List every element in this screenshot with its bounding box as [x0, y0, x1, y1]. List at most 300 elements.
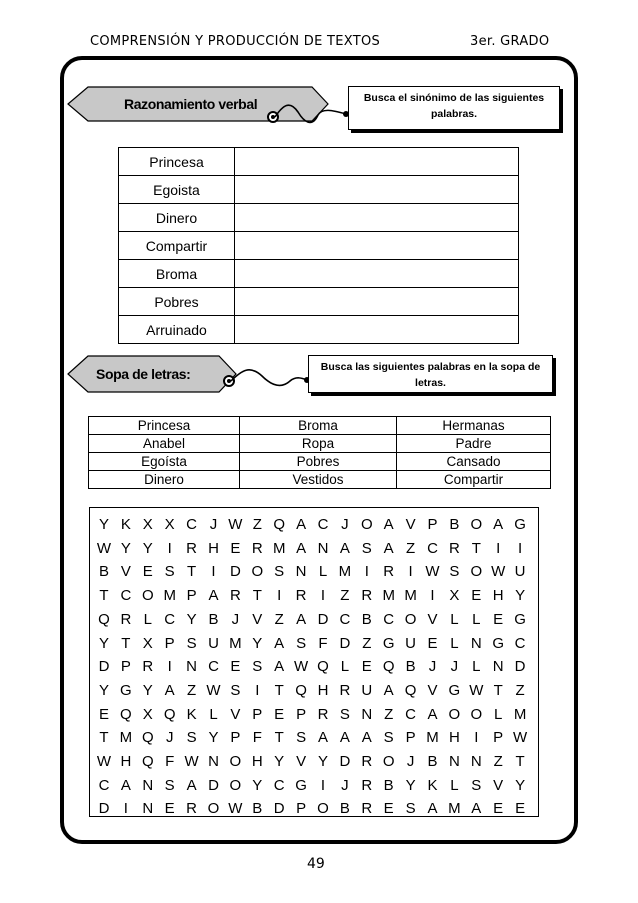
- synonym-word: Pobres: [119, 288, 235, 316]
- grid-letter[interactable]: U: [514, 563, 526, 581]
- header-grade: 3er. GRADO: [470, 34, 550, 49]
- grid-letter[interactable]: E: [98, 705, 109, 723]
- grid-letter[interactable]: J: [406, 753, 415, 770]
- grid-letter[interactable]: T: [187, 563, 197, 581]
- grid-letter[interactable]: D: [339, 753, 351, 770]
- grid-letter[interactable]: X: [142, 634, 153, 652]
- grid-letter[interactable]: L: [472, 658, 481, 676]
- grid-letter[interactable]: Y: [142, 681, 153, 699]
- grid-letter[interactable]: O: [229, 776, 242, 794]
- grid-letter[interactable]: D: [514, 658, 526, 676]
- grid-letter[interactable]: U: [405, 634, 417, 652]
- grid-letter[interactable]: L: [318, 563, 328, 581]
- grid-letter[interactable]: I: [408, 563, 413, 581]
- grid-letter[interactable]: G: [492, 634, 505, 652]
- grid-letter[interactable]: I: [277, 587, 282, 605]
- synonym-answer-blank[interactable]: [235, 176, 519, 204]
- grid-letter[interactable]: B: [449, 516, 460, 533]
- grid-letter[interactable]: Q: [404, 681, 417, 699]
- grid-letter[interactable]: H: [251, 753, 263, 770]
- grid-letter[interactable]: J: [428, 658, 437, 676]
- grid-letter[interactable]: W: [228, 516, 243, 533]
- synonym-word: Compartir: [119, 232, 235, 260]
- grid-letter[interactable]: O: [207, 800, 220, 818]
- grid-letter[interactable]: W: [294, 658, 309, 676]
- grid-letter[interactable]: D: [317, 610, 329, 628]
- grid-letter[interactable]: S: [296, 729, 307, 747]
- grid-letter[interactable]: Q: [295, 681, 307, 699]
- word-list-item: Vestidos: [240, 471, 397, 489]
- word-list-item: Dinero: [89, 471, 240, 489]
- section-title-sopa: Sopa de letras:: [96, 366, 191, 382]
- grid-letter[interactable]: B: [383, 776, 394, 794]
- grid-letter[interactable]: O: [360, 516, 373, 533]
- grid-letter[interactable]: G: [514, 516, 526, 533]
- synonym-answer-blank[interactable]: [235, 148, 519, 176]
- grid-letter[interactable]: O: [470, 563, 483, 581]
- grid-letter[interactable]: Y: [274, 753, 285, 770]
- grid-letter[interactable]: D: [98, 800, 110, 818]
- grid-letter[interactable]: E: [471, 587, 482, 605]
- grid-letter[interactable]: C: [427, 539, 438, 557]
- grid-letter[interactable]: F: [252, 729, 262, 747]
- grid-letter[interactable]: C: [339, 610, 351, 628]
- grid-letter[interactable]: A: [361, 729, 372, 747]
- grid-letter[interactable]: N: [142, 800, 154, 818]
- grid-letter[interactable]: K: [120, 516, 131, 533]
- section-title-razonamiento: Razonamiento verbal: [124, 96, 258, 112]
- grid-letter[interactable]: Y: [98, 681, 109, 699]
- word-list-item: Ropa: [240, 435, 397, 453]
- grid-letter[interactable]: A: [339, 539, 350, 557]
- grid-letter[interactable]: M: [513, 705, 527, 723]
- grid-letter[interactable]: S: [164, 563, 175, 581]
- grid-letter[interactable]: R: [186, 539, 198, 557]
- grid-letter[interactable]: M: [229, 634, 242, 652]
- grid-letter[interactable]: Y: [515, 776, 526, 794]
- grid-letter[interactable]: R: [361, 800, 373, 818]
- grid-letter[interactable]: J: [165, 729, 174, 747]
- grid-letter[interactable]: N: [142, 776, 154, 794]
- grid-letter[interactable]: I: [255, 681, 260, 699]
- grid-letter[interactable]: A: [274, 658, 285, 676]
- grid-letter[interactable]: L: [450, 776, 459, 794]
- grid-letter[interactable]: U: [361, 681, 373, 699]
- grid-letter[interactable]: S: [164, 776, 175, 794]
- grid-letter[interactable]: D: [273, 800, 285, 818]
- grid-letter[interactable]: A: [120, 776, 131, 794]
- grid-letter[interactable]: N: [492, 658, 504, 676]
- grid-letter[interactable]: P: [252, 705, 263, 723]
- grid-letter[interactable]: A: [296, 539, 307, 557]
- word-list-item: Cansado: [397, 453, 551, 471]
- grid-letter[interactable]: Y: [252, 776, 263, 794]
- grid-letter[interactable]: S: [339, 705, 350, 723]
- grid-letter[interactable]: X: [164, 516, 175, 533]
- grid-row: [90, 540, 538, 564]
- grid-letter[interactable]: G: [295, 776, 307, 794]
- grid-letter[interactable]: H: [317, 681, 329, 699]
- grid-letter[interactable]: R: [229, 587, 241, 605]
- grid-letter[interactable]: W: [469, 681, 484, 699]
- word-list-item: Anabel: [89, 435, 240, 453]
- grid-letter[interactable]: S: [274, 563, 285, 581]
- grid-letter[interactable]: L: [450, 610, 459, 628]
- grid-letter[interactable]: D: [98, 658, 110, 676]
- grid-letter[interactable]: S: [361, 539, 372, 557]
- grid-letter[interactable]: Z: [362, 634, 372, 652]
- grid-letter[interactable]: C: [405, 705, 417, 723]
- grid-letter[interactable]: C: [317, 516, 329, 533]
- grid-letter[interactable]: L: [340, 658, 350, 676]
- grid-letter[interactable]: C: [514, 634, 526, 652]
- synonym-row: [119, 176, 519, 204]
- grid-letter[interactable]: M: [382, 587, 395, 605]
- grid-letter[interactable]: C: [383, 610, 395, 628]
- grid-letter[interactable]: E: [493, 610, 504, 628]
- grid-letter[interactable]: U: [208, 634, 219, 652]
- grid-letter[interactable]: K: [427, 776, 438, 794]
- grid-letter[interactable]: P: [493, 729, 504, 747]
- grid-letter[interactable]: O: [448, 705, 461, 723]
- grid-letter[interactable]: A: [208, 587, 219, 605]
- grid-letter[interactable]: J: [450, 658, 459, 676]
- grid-letter[interactable]: M: [272, 539, 286, 557]
- grid-letter[interactable]: N: [361, 705, 373, 723]
- grid-letter[interactable]: H: [120, 753, 132, 770]
- grid-letter[interactable]: I: [211, 563, 216, 581]
- grid-letter[interactable]: Y: [515, 587, 526, 605]
- grid-letter[interactable]: Q: [120, 705, 132, 723]
- grid-letter[interactable]: L: [209, 705, 218, 723]
- grid-letter[interactable]: M: [404, 587, 417, 605]
- grid-letter[interactable]: R: [186, 800, 198, 818]
- grid-letter[interactable]: S: [471, 776, 482, 794]
- grid-letter[interactable]: J: [341, 776, 349, 794]
- grid-letter[interactable]: E: [361, 658, 372, 676]
- grid-row: [90, 753, 538, 777]
- grid-letter[interactable]: Q: [382, 658, 395, 676]
- grid-letter[interactable]: J: [209, 516, 218, 533]
- word-list-item: Padre: [397, 435, 551, 453]
- grid-letter[interactable]: E: [427, 634, 438, 652]
- grid-letter[interactable]: C: [208, 658, 219, 676]
- grid-letter[interactable]: B: [208, 610, 219, 628]
- grid-letter[interactable]: M: [119, 729, 133, 747]
- grid-letter[interactable]: H: [448, 729, 460, 747]
- grid-letter[interactable]: B: [427, 753, 438, 770]
- grid-letter[interactable]: E: [383, 800, 394, 818]
- grid-letter[interactable]: W: [425, 563, 440, 581]
- grid-letter[interactable]: A: [383, 539, 394, 557]
- grid-letter[interactable]: I: [364, 563, 369, 581]
- grid-letter[interactable]: B: [252, 800, 263, 818]
- grid-letter[interactable]: S: [383, 729, 394, 747]
- grid-letter[interactable]: A: [383, 681, 394, 699]
- grid-letter[interactable]: R: [361, 587, 373, 605]
- grid-letter[interactable]: C: [186, 516, 198, 533]
- grid-letter[interactable]: Q: [141, 753, 154, 770]
- grid-letter[interactable]: E: [142, 563, 153, 581]
- grid-row: [90, 800, 538, 824]
- grid-letter[interactable]: N: [317, 539, 329, 557]
- synonym-word: Egoista: [119, 176, 235, 204]
- grid-letter[interactable]: I: [320, 587, 326, 605]
- grid-letter[interactable]: P: [296, 705, 307, 723]
- grid-letter[interactable]: Z: [187, 681, 197, 699]
- grid-letter[interactable]: A: [296, 516, 307, 533]
- grid-letter[interactable]: A: [493, 516, 504, 533]
- grid-letter[interactable]: P: [296, 800, 307, 818]
- grid-letter[interactable]: F: [165, 753, 175, 770]
- grid-letter[interactable]: V: [427, 681, 438, 699]
- grid-letter[interactable]: T: [274, 729, 284, 747]
- word-list-item: Egoísta: [89, 453, 240, 471]
- synonym-answer-blank[interactable]: [235, 316, 519, 344]
- grid-letter[interactable]: I: [123, 800, 128, 818]
- word-list-item: Compartir: [397, 471, 551, 489]
- grid-letter[interactable]: I: [167, 539, 172, 557]
- grid-letter[interactable]: S: [449, 563, 460, 581]
- grid-letter[interactable]: R: [295, 587, 307, 605]
- grid-letter[interactable]: V: [296, 753, 307, 770]
- grid-letter[interactable]: K: [186, 705, 197, 723]
- grid-letter[interactable]: Z: [274, 610, 284, 628]
- grid-letter[interactable]: E: [230, 658, 241, 676]
- grid-letter[interactable]: A: [427, 705, 438, 723]
- grid-letter[interactable]: T: [99, 729, 109, 747]
- grid-letter[interactable]: Z: [493, 753, 503, 770]
- grid-letter[interactable]: O: [141, 587, 154, 605]
- grid-letter[interactable]: M: [426, 729, 439, 747]
- grid-letter[interactable]: W: [491, 563, 506, 581]
- grid-letter[interactable]: R: [317, 705, 329, 723]
- grid-letter[interactable]: H: [208, 539, 219, 557]
- grid-letter[interactable]: A: [164, 681, 175, 699]
- grid-letter[interactable]: P: [230, 729, 241, 747]
- grid-letter[interactable]: V: [252, 610, 263, 628]
- grid-letter[interactable]: B: [98, 563, 109, 581]
- synonym-row: [119, 316, 519, 344]
- grid-letter[interactable]: Y: [405, 776, 416, 794]
- word-list-item: Broma: [240, 417, 397, 435]
- synonym-answer-blank[interactable]: [235, 288, 519, 316]
- synonym-row: [119, 148, 519, 176]
- grid-letter[interactable]: L: [143, 610, 152, 628]
- synonym-answer-blank[interactable]: [235, 232, 519, 260]
- grid-letter[interactable]: N: [470, 634, 482, 652]
- grid-letter[interactable]: C: [120, 587, 132, 605]
- grid-letter[interactable]: L: [472, 610, 481, 628]
- grid-letter[interactable]: T: [121, 634, 131, 652]
- grid-letter[interactable]: I: [474, 729, 479, 747]
- grid-letter[interactable]: A: [274, 634, 285, 652]
- grid-letter[interactable]: R: [383, 563, 395, 581]
- grid-letter[interactable]: N: [295, 563, 307, 581]
- grid-letter[interactable]: C: [98, 776, 110, 794]
- grid-letter[interactable]: M: [163, 587, 176, 605]
- grid-letter[interactable]: P: [427, 516, 438, 533]
- grid-letter[interactable]: Q: [317, 658, 329, 676]
- grid-letter[interactable]: B: [339, 800, 350, 818]
- grid-letter[interactable]: W: [96, 753, 112, 770]
- grid-letter[interactable]: E: [274, 705, 285, 723]
- grid-letter[interactable]: E: [230, 539, 241, 557]
- grid-letter[interactable]: D: [229, 563, 241, 581]
- grid-letter[interactable]: G: [514, 610, 526, 628]
- grid-letter[interactable]: V: [405, 516, 416, 533]
- grid-letter[interactable]: S: [405, 800, 416, 818]
- word-list-row: [89, 471, 551, 489]
- grid-letter[interactable]: H: [492, 587, 504, 605]
- grid-letter[interactable]: R: [448, 539, 460, 557]
- grid-letter[interactable]: T: [252, 587, 262, 605]
- grid-letter[interactable]: Y: [186, 610, 197, 628]
- grid-row: [90, 611, 538, 635]
- word-list-table: [88, 416, 551, 489]
- word-list-row: [89, 435, 551, 453]
- grid-letter[interactable]: P: [186, 587, 197, 605]
- grid-letter[interactable]: S: [252, 658, 263, 676]
- grid-letter[interactable]: E: [515, 800, 526, 818]
- grid-letter[interactable]: D: [208, 776, 219, 794]
- grid-letter[interactable]: I: [320, 776, 326, 794]
- grid-letter[interactable]: P: [120, 658, 131, 676]
- grid-letter[interactable]: S: [186, 634, 197, 652]
- grid-letter[interactable]: T: [493, 681, 503, 699]
- header-title: COMPRENSIÓN Y PRODUCCIÓN DE TEXTOS: [90, 34, 381, 49]
- grid-letter[interactable]: N: [470, 753, 482, 770]
- grid-letter[interactable]: P: [164, 634, 175, 652]
- grid-letter[interactable]: A: [427, 800, 438, 818]
- grid-letter[interactable]: A: [383, 516, 394, 533]
- grid-letter[interactable]: C: [273, 776, 285, 794]
- grid-letter[interactable]: S: [296, 634, 307, 652]
- grid-letter[interactable]: V: [427, 610, 438, 628]
- grid-letter[interactable]: M: [338, 563, 352, 581]
- grid-letter[interactable]: W: [206, 681, 221, 699]
- grid-letter[interactable]: I: [518, 539, 523, 557]
- grid-letter[interactable]: I: [167, 658, 172, 676]
- grid-letter[interactable]: Y: [317, 753, 328, 770]
- grid-letter[interactable]: O: [251, 563, 264, 581]
- grid-letter[interactable]: P: [405, 729, 416, 747]
- grid-letter[interactable]: Q: [141, 729, 154, 747]
- grid-letter[interactable]: A: [296, 610, 307, 628]
- grid-letter[interactable]: Y: [208, 729, 219, 747]
- grid-letter[interactable]: X: [449, 587, 460, 605]
- grid-letter[interactable]: B: [361, 610, 372, 628]
- grid-letter[interactable]: X: [142, 705, 153, 723]
- grid-row: [90, 777, 538, 801]
- grid-letter[interactable]: W: [96, 539, 112, 557]
- grid-letter[interactable]: J: [231, 610, 240, 628]
- grid-letter[interactable]: I: [430, 587, 435, 605]
- grid-letter[interactable]: A: [471, 800, 482, 818]
- grid-letter[interactable]: Q: [273, 516, 286, 533]
- grid-letter[interactable]: S: [186, 729, 197, 747]
- grid-letter[interactable]: O: [382, 753, 395, 770]
- synonym-answer-blank[interactable]: [235, 204, 519, 232]
- grid-letter[interactable]: V: [230, 705, 241, 723]
- grid-letter[interactable]: O: [317, 800, 329, 818]
- grid-letter[interactable]: E: [164, 800, 175, 818]
- grid-letter[interactable]: O: [404, 610, 417, 628]
- grid-letter[interactable]: G: [120, 681, 132, 699]
- grid-row: [90, 587, 538, 611]
- grid-letter[interactable]: V: [493, 776, 504, 794]
- grid-letter[interactable]: Y: [142, 539, 153, 557]
- grid-letter[interactable]: E: [493, 800, 504, 818]
- grid-letter[interactable]: O: [470, 705, 483, 723]
- grid-letter[interactable]: Y: [120, 539, 131, 557]
- grid-letter[interactable]: J: [341, 516, 349, 533]
- synonym-row: [119, 204, 519, 232]
- grid-letter[interactable]: G: [382, 634, 395, 652]
- grid-letter[interactable]: N: [186, 658, 198, 676]
- grid-letter[interactable]: Z: [340, 587, 350, 605]
- grid-letter[interactable]: T: [99, 587, 109, 605]
- grid-letter[interactable]: Y: [98, 516, 109, 533]
- grid-letter[interactable]: L: [494, 705, 503, 723]
- grid-letter[interactable]: A: [339, 729, 350, 747]
- grid-letter[interactable]: Q: [163, 705, 176, 723]
- grid-letter[interactable]: V: [120, 563, 131, 581]
- grid-letter[interactable]: Z: [252, 516, 262, 533]
- grid-letter[interactable]: C: [164, 610, 176, 628]
- grid-letter[interactable]: X: [142, 516, 153, 533]
- grid-letter[interactable]: R: [361, 776, 373, 794]
- grid-letter[interactable]: B: [405, 658, 416, 676]
- grid-letter[interactable]: R: [339, 681, 351, 699]
- grid-letter[interactable]: A: [317, 729, 328, 747]
- grid-letter[interactable]: W: [228, 800, 243, 818]
- grid-letter[interactable]: A: [186, 776, 197, 794]
- grid-letter[interactable]: R: [142, 658, 154, 676]
- grid-letter[interactable]: Y: [252, 634, 263, 652]
- word-list-row: [89, 417, 551, 435]
- grid-letter[interactable]: N: [448, 753, 460, 770]
- grid-letter[interactable]: Q: [98, 610, 110, 628]
- grid-letter[interactable]: W: [513, 729, 528, 747]
- grid-letter[interactable]: R: [251, 539, 263, 557]
- grid-letter[interactable]: T: [471, 539, 481, 557]
- grid-letter[interactable]: R: [361, 753, 373, 770]
- grid-letter[interactable]: T: [274, 681, 284, 699]
- grid-letter[interactable]: Z: [384, 705, 394, 723]
- grid-letter[interactable]: F: [318, 634, 328, 652]
- grid-letter[interactable]: Z: [406, 539, 416, 557]
- grid-letter[interactable]: L: [450, 634, 459, 652]
- grid-letter[interactable]: Z: [515, 681, 525, 699]
- grid-letter[interactable]: R: [120, 610, 132, 628]
- grid-letter[interactable]: S: [230, 681, 241, 699]
- grid-letter[interactable]: T: [515, 753, 525, 770]
- grid-letter[interactable]: O: [470, 516, 483, 533]
- grid-letter[interactable]: N: [208, 753, 219, 770]
- word-list-item: Princesa: [89, 417, 240, 435]
- synonym-answer-blank[interactable]: [235, 260, 519, 288]
- grid-letter[interactable]: M: [448, 800, 461, 818]
- grid-letter[interactable]: D: [339, 634, 351, 652]
- instruction-box-wordsearch: Busca las siguientes palabras en la sopa de letras.: [308, 355, 553, 393]
- grid-letter[interactable]: Y: [98, 634, 109, 652]
- grid-letter[interactable]: G: [448, 681, 461, 699]
- grid-letter[interactable]: I: [496, 539, 501, 557]
- banner-sopa-squiggle: [231, 370, 307, 386]
- grid-letter[interactable]: O: [229, 753, 242, 770]
- grid-letter[interactable]: W: [184, 753, 199, 770]
